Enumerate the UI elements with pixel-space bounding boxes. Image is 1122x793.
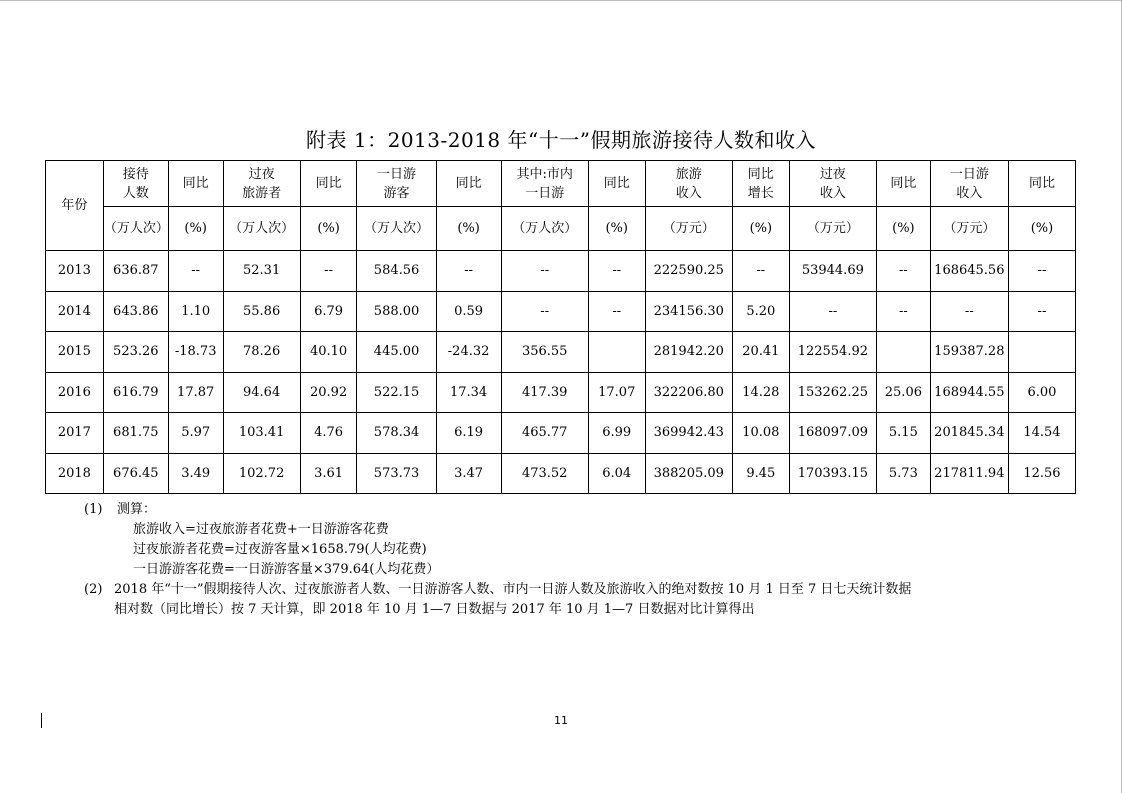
data-cell: -- bbox=[168, 251, 223, 292]
unit-cell: (%) bbox=[436, 207, 501, 251]
header-overnight bbox=[223, 161, 300, 207]
data-cell: 573.73 bbox=[357, 453, 436, 494]
unit-cell: (%) bbox=[1008, 207, 1075, 251]
page-border-top bbox=[0, 0, 1122, 1]
table-row bbox=[46, 413, 1076, 454]
data-cell: 445.00 bbox=[357, 332, 436, 373]
unit-cell: (%) bbox=[732, 207, 789, 251]
data-cell: 6.99 bbox=[588, 413, 645, 454]
data-cell: 52.31 bbox=[223, 251, 300, 292]
data-cell: 40.10 bbox=[300, 332, 357, 373]
data-cell bbox=[1008, 332, 1075, 373]
data-cell: -- bbox=[1008, 251, 1075, 292]
header-city-daytrip bbox=[501, 161, 588, 207]
header-city-daytrip-yoy bbox=[588, 161, 645, 207]
data-cell: 322206.80 bbox=[645, 372, 732, 413]
data-cell: 6.00 bbox=[1008, 372, 1075, 413]
table-row bbox=[46, 372, 1076, 413]
year-header: 年份 bbox=[46, 161, 104, 251]
data-cell bbox=[876, 332, 930, 373]
header-tourism-revenue bbox=[645, 161, 732, 207]
data-cell: -- bbox=[1008, 291, 1075, 332]
data-cell: 102.72 bbox=[223, 453, 300, 494]
unit-cell: （万元） bbox=[789, 207, 876, 251]
page-number: 11 bbox=[554, 714, 568, 727]
data-cell: 14.28 bbox=[732, 372, 789, 413]
unit-cell: (%) bbox=[300, 207, 357, 251]
data-cell: 170393.15 bbox=[789, 453, 876, 494]
data-cell: 78.26 bbox=[223, 332, 300, 373]
data-cell: 168645.56 bbox=[930, 251, 1008, 292]
year-cell: 2018 bbox=[46, 453, 104, 494]
header-line: 同比 bbox=[182, 176, 209, 191]
data-cell: 417.39 bbox=[501, 372, 588, 413]
data-cell: 369942.43 bbox=[645, 413, 732, 454]
table-body bbox=[46, 251, 1076, 494]
unit-cell: (%) bbox=[876, 207, 930, 251]
unit-cell: （万人次） bbox=[223, 207, 300, 251]
unit-cell: （万元） bbox=[645, 207, 732, 251]
table-row bbox=[46, 453, 1076, 494]
header-line: 收入 bbox=[819, 185, 846, 201]
unit-cell: （万人次） bbox=[103, 207, 168, 251]
data-cell: 234156.30 bbox=[645, 291, 732, 332]
data-cell: 523.26 bbox=[103, 332, 168, 373]
data-cell: -- bbox=[588, 291, 645, 332]
data-cell: -- bbox=[501, 251, 588, 292]
data-cell: -- bbox=[300, 251, 357, 292]
data-cell: -- bbox=[588, 251, 645, 292]
data-cell: 356.55 bbox=[501, 332, 588, 373]
data-cell: 4.76 bbox=[300, 413, 357, 454]
header-line: 一日游 bbox=[377, 166, 417, 182]
data-cell: 388205.09 bbox=[645, 453, 732, 494]
header-row-units bbox=[46, 207, 1076, 251]
header-line: 旅游 bbox=[675, 166, 702, 182]
data-cell: 1.10 bbox=[168, 291, 223, 332]
data-cell: 5.73 bbox=[876, 453, 930, 494]
data-cell: 217811.94 bbox=[930, 453, 1008, 494]
table-row bbox=[46, 251, 1076, 292]
data-cell: 473.52 bbox=[501, 453, 588, 494]
data-cell: 5.97 bbox=[168, 413, 223, 454]
unit-cell: （万人次） bbox=[357, 207, 436, 251]
header-line: 同比 bbox=[455, 176, 482, 191]
header-overnight-yoy bbox=[300, 161, 357, 207]
data-cell: 168944.55 bbox=[930, 372, 1008, 413]
data-cell: -- bbox=[930, 291, 1008, 332]
unit-cell: （万元） bbox=[930, 207, 1008, 251]
header-daytrip bbox=[357, 161, 436, 207]
data-cell: -- bbox=[501, 291, 588, 332]
note-1-marker: (1) bbox=[84, 502, 103, 517]
data-cell bbox=[588, 332, 645, 373]
data-cell: 17.07 bbox=[588, 372, 645, 413]
data-cell: 168097.09 bbox=[789, 413, 876, 454]
data-cell: 53944.69 bbox=[789, 251, 876, 292]
data-cell: 3.61 bbox=[300, 453, 357, 494]
header-line: 接待 bbox=[122, 166, 149, 182]
data-cell: 5.20 bbox=[732, 291, 789, 332]
header-line: 增长 bbox=[747, 185, 774, 201]
data-cell: 522.15 bbox=[357, 372, 436, 413]
header-line: 同比 bbox=[315, 176, 342, 191]
header-visitors bbox=[103, 161, 168, 207]
data-cell: 12.56 bbox=[1008, 453, 1075, 494]
header-line: 收入 bbox=[675, 185, 702, 201]
unit-cell: （万人次） bbox=[501, 207, 588, 251]
header-line: 一日游 bbox=[525, 185, 565, 201]
data-cell: 465.77 bbox=[501, 413, 588, 454]
unit-cell: (%) bbox=[588, 207, 645, 251]
year-cell: 2013 bbox=[46, 251, 104, 292]
header-line: 一日游 bbox=[949, 166, 989, 182]
note-1-title: 测算： bbox=[117, 502, 157, 517]
data-cell: 6.04 bbox=[588, 453, 645, 494]
header-tourism-revenue-yoy bbox=[732, 161, 789, 207]
header-line: 收入 bbox=[956, 185, 983, 201]
note-1-line: 旅游收入=过夜旅游者花费+一日游游客花费 bbox=[133, 522, 389, 537]
data-cell: 25.06 bbox=[876, 372, 930, 413]
year-cell: 2014 bbox=[46, 291, 104, 332]
data-cell: 20.92 bbox=[300, 372, 357, 413]
header-overnight-revenue-yoy bbox=[876, 161, 930, 207]
data-cell: 17.34 bbox=[436, 372, 501, 413]
data-cell: 9.45 bbox=[732, 453, 789, 494]
data-cell: 3.49 bbox=[168, 453, 223, 494]
data-cell: 643.86 bbox=[103, 291, 168, 332]
data-cell: 588.00 bbox=[357, 291, 436, 332]
header-line: 同比 bbox=[890, 176, 917, 191]
document-title: 附表 1：2013-2018 年“十一”假期旅游接待人数和收入 bbox=[306, 128, 816, 152]
tourism-statistics-table bbox=[45, 160, 1076, 494]
data-cell: 159387.28 bbox=[930, 332, 1008, 373]
header-line: 过夜 bbox=[819, 166, 846, 182]
header-line: 过夜 bbox=[248, 166, 275, 182]
data-cell: 681.75 bbox=[103, 413, 168, 454]
header-line: 同比 bbox=[603, 176, 630, 191]
data-cell: 103.41 bbox=[223, 413, 300, 454]
data-cell: 676.45 bbox=[103, 453, 168, 494]
data-cell: 616.79 bbox=[103, 372, 168, 413]
header-line: 同比 bbox=[1028, 176, 1055, 191]
data-cell: -- bbox=[789, 291, 876, 332]
data-cell: 5.15 bbox=[876, 413, 930, 454]
note-1-line: 过夜旅游者花费=过夜游客量×1658.79(人均花费) bbox=[133, 542, 427, 557]
note-2-line: 2018 年“十一”假期接待人次、过夜旅游者人数、一日游游客人数、市内一日游人数及旅游收入的绝对数按 10 月 1 日至 7 日七天统计数据 bbox=[114, 582, 912, 597]
header-line: 其中:市内 bbox=[516, 166, 573, 182]
data-cell: 584.56 bbox=[357, 251, 436, 292]
data-cell: 6.79 bbox=[300, 291, 357, 332]
data-cell: -24.32 bbox=[436, 332, 501, 373]
header-line: 同比 bbox=[747, 166, 774, 182]
header-line: 人数 bbox=[122, 185, 149, 201]
data-cell: 636.87 bbox=[103, 251, 168, 292]
data-cell: -- bbox=[876, 291, 930, 332]
header-overnight-revenue bbox=[789, 161, 876, 207]
header-daytrip-revenue-yoy bbox=[1008, 161, 1075, 207]
header-daytrip-yoy bbox=[436, 161, 501, 207]
header-row-labels bbox=[46, 161, 1076, 207]
data-cell: 201845.34 bbox=[930, 413, 1008, 454]
table-row bbox=[46, 332, 1076, 373]
note-2-line: 相对数（同比增长）按 7 天计算，即 2018 年 10 月 1—7 日数据与 2017 年 10 月 1—7 日数据对比计算得出 bbox=[114, 602, 755, 617]
data-cell: 222590.25 bbox=[645, 251, 732, 292]
data-cell: 6.19 bbox=[436, 413, 501, 454]
table-row bbox=[46, 291, 1076, 332]
note-2-marker: (2) bbox=[84, 582, 103, 597]
data-cell: -18.73 bbox=[168, 332, 223, 373]
data-cell: 122554.92 bbox=[789, 332, 876, 373]
header-daytrip-revenue bbox=[930, 161, 1008, 207]
data-cell: 578.34 bbox=[357, 413, 436, 454]
year-cell: 2015 bbox=[46, 332, 104, 373]
data-cell: -- bbox=[876, 251, 930, 292]
data-cell: 14.54 bbox=[1008, 413, 1075, 454]
data-cell: -- bbox=[732, 251, 789, 292]
unit-cell: (%) bbox=[168, 207, 223, 251]
data-cell: 10.08 bbox=[732, 413, 789, 454]
header-visitors-yoy bbox=[168, 161, 223, 207]
note-1-line: 一日游游客花费=一日游游客量×379.64(人均花费） bbox=[133, 562, 440, 577]
data-cell: 55.86 bbox=[223, 291, 300, 332]
year-cell: 2017 bbox=[46, 413, 104, 454]
data-cell: -- bbox=[436, 251, 501, 292]
header-line: 游客 bbox=[383, 185, 410, 201]
year-cell: 2016 bbox=[46, 372, 104, 413]
data-cell: 17.87 bbox=[168, 372, 223, 413]
data-cell: 153262.25 bbox=[789, 372, 876, 413]
data-cell: 281942.20 bbox=[645, 332, 732, 373]
data-cell: 3.47 bbox=[436, 453, 501, 494]
header-line: 旅游者 bbox=[242, 185, 282, 201]
data-cell: 20.41 bbox=[732, 332, 789, 373]
data-cell: 0.59 bbox=[436, 291, 501, 332]
data-cell: 94.64 bbox=[223, 372, 300, 413]
